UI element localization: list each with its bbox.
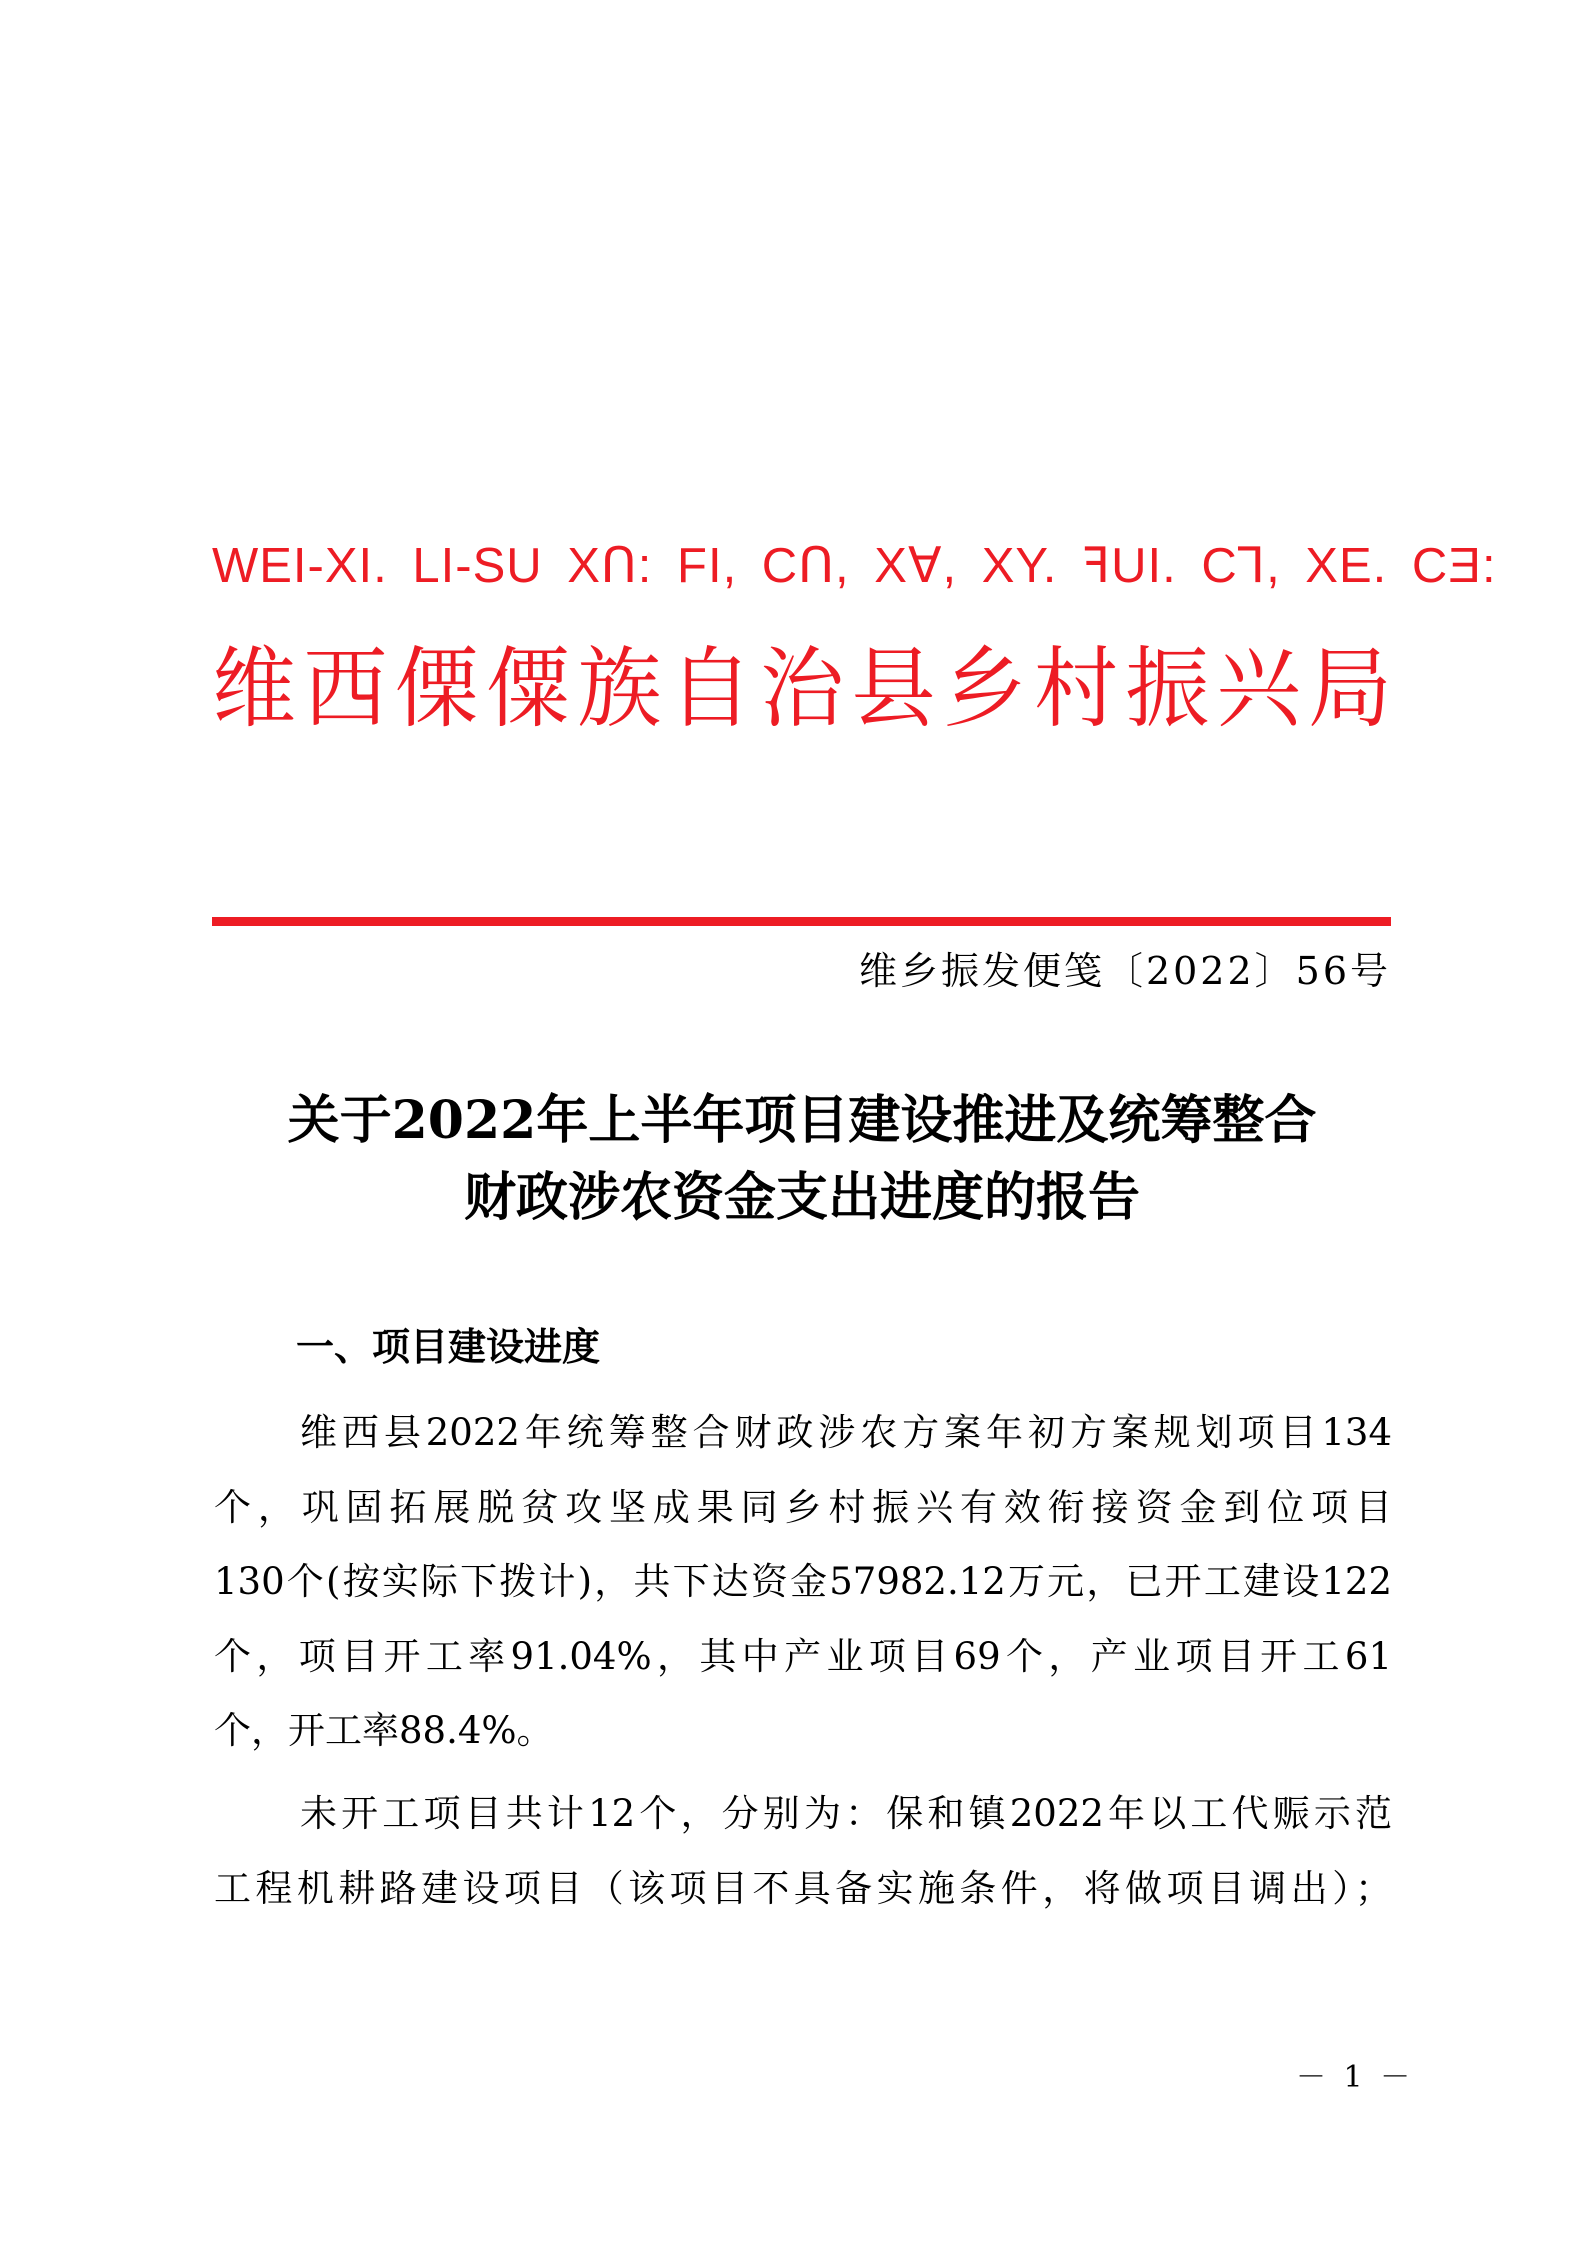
paragraph-line: 130个(按实际下拨计)，共下达资金57982.12万元，已开工建设122 [214,1560,1392,1603]
body-paragraph-1 [214,1396,1392,1769]
letterhead-red-rule [212,917,1391,926]
paragraph-line: 个，巩固拓展脱贫攻坚成果同乡村振兴有效衔接资金到位项目 [214,1485,1392,1529]
section-heading: 一、项目建设进度 [296,1325,601,1369]
paragraph-line: 工程机耕路建设项目（该项目不具备实施条件，将做项目调出）； [214,1866,1392,1910]
letterhead-lisu-name: WEI-XI. LI-SU XՈ: FI, CՈ, X∀, XY. ꟻUI. C⅂, XE. CƎ: [212,539,1497,593]
page-number: － 1 － [1296,2060,1411,2095]
document-number: 维乡振发便笺〔2022〕56号 [858,949,1391,993]
paragraph-line: 个，项目开工率91.04%，其中产业项目69个，产业项目开工61 [214,1634,1392,1678]
paragraph-line: 维西县2022年统筹整合财政涉农方案年初方案规划项目134 [300,1411,1392,1454]
body-paragraph-2 [214,1777,1392,1926]
letterhead-org-name: 维西傈僳族自治县乡村振兴局 [212,637,1392,741]
report-title-line-1: 关于2022年上半年项目建设推进及统筹整合 [287,1090,1317,1151]
paragraph-line: 个，开工率88.4%。 [214,1709,554,1752]
paragraph-line: 未开工项目共计12个，分别为：保和镇2022年以工代赈示范 [300,1792,1392,1835]
report-title [212,1082,1392,1236]
report-title-line-2: 财政涉农资金支出进度的报告 [463,1167,1140,1228]
